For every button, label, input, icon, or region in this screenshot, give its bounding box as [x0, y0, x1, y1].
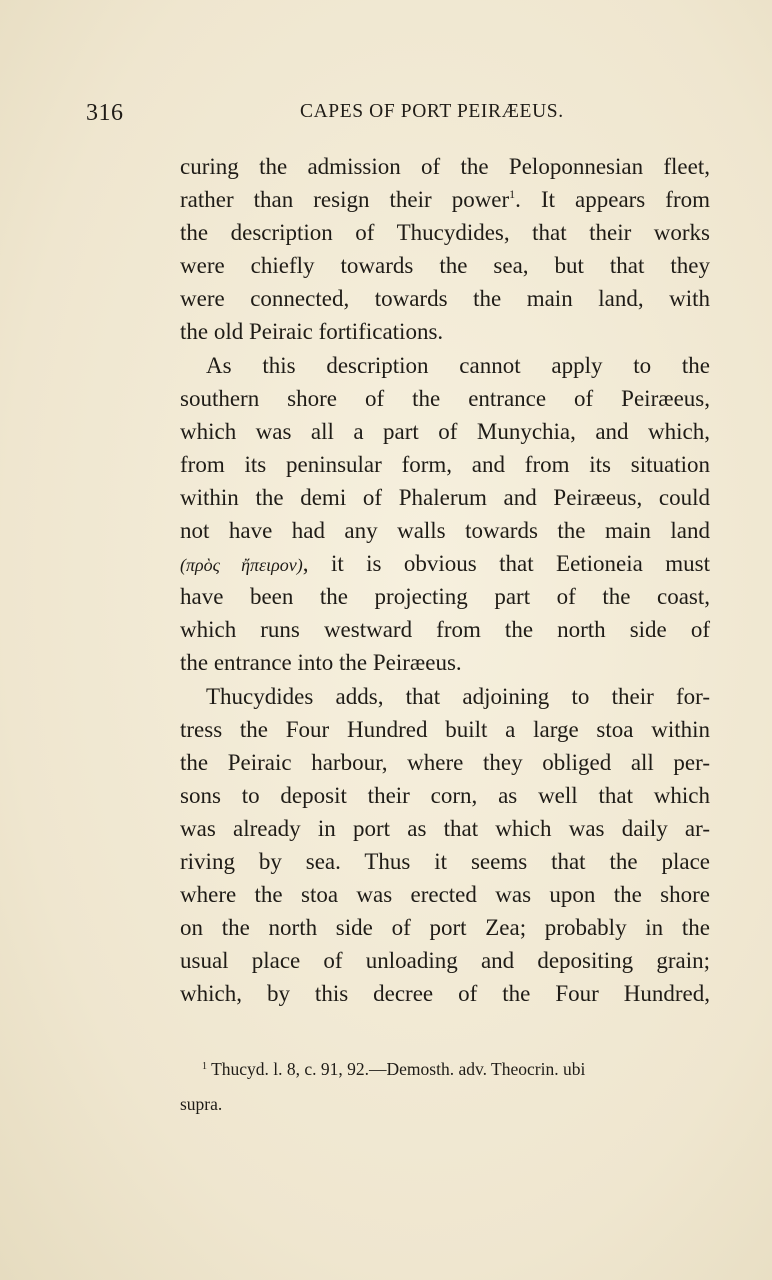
text-line: have been the projecting part of the coast, [180, 584, 710, 610]
text-line: Thucydides adds, that adjoining to their for- [206, 683, 710, 709]
greek-phrase: (πρὸς ἤπειρον) [180, 555, 303, 576]
text-line: on the north side of port Zea; probably in the [180, 915, 710, 941]
running-head: CAPES OF PORT PEIRÆEUS. [300, 101, 564, 122]
footnote-line: supra. [180, 1094, 223, 1114]
text-line: where the stoa was erected was upon the shore [180, 882, 710, 908]
footnote-marker: 1 [202, 1061, 207, 1072]
text-line: which was all a part of Munychia, and which, [180, 418, 710, 444]
text-line: As this description cannot apply to the [206, 352, 710, 378]
text-line: riving by sea. Thus it seems that the place [180, 848, 710, 874]
text-line: within the demi of Phalerum and Peiræeus, could [180, 484, 710, 510]
text-line: southern shore of the entrance of Peiræeus, [180, 385, 710, 411]
text-line [180, 547, 710, 580]
text-line: usual place of unloading and depositing grain; [180, 948, 710, 974]
text-line: the entrance into the Peiræeus. [180, 650, 462, 676]
text-segment: , it is obvious that Eetioneia must [302, 551, 710, 577]
body-text [180, 150, 710, 1010]
text-line: the old Peiraic fortifications. [180, 319, 444, 345]
text-segment: . It appears from [515, 187, 710, 213]
text-line: was already in port as that which was daily ar- [180, 815, 710, 841]
text-line [180, 183, 710, 216]
footnote [180, 1052, 710, 1122]
text-line: not have had any walls towards the main land [180, 518, 710, 544]
footnote-line [180, 1052, 710, 1087]
page-number: 316 [86, 100, 124, 126]
text-line: the Peiraic harbour, where they obliged all per- [180, 749, 710, 775]
text-line: tress the Four Hundred built a large stoa within [180, 716, 710, 742]
text-line: which, by this decree of the Four Hundred, [180, 981, 710, 1007]
text-line: curing the admission of the Peloponnesian fleet, [180, 154, 710, 179]
text-line: the description of Thucydides, that their works [180, 220, 710, 246]
text-line: were connected, towards the main land, with [180, 286, 710, 312]
text-line: which runs westward from the north side of [180, 617, 710, 643]
text-segment: rather than resign their power [180, 187, 510, 213]
text-line: from its peninsular form, and from its situation [180, 451, 710, 477]
footnote-reference: 1 [509, 187, 516, 202]
text-line: sons to deposit their corn, as well that which [180, 782, 710, 808]
text-line: were chiefly towards the sea, but that they [180, 253, 710, 279]
footnote-text: Thucyd. l. 8, c. 91, 92.—Demosth. adv. Theocrin. ubi [211, 1059, 586, 1079]
